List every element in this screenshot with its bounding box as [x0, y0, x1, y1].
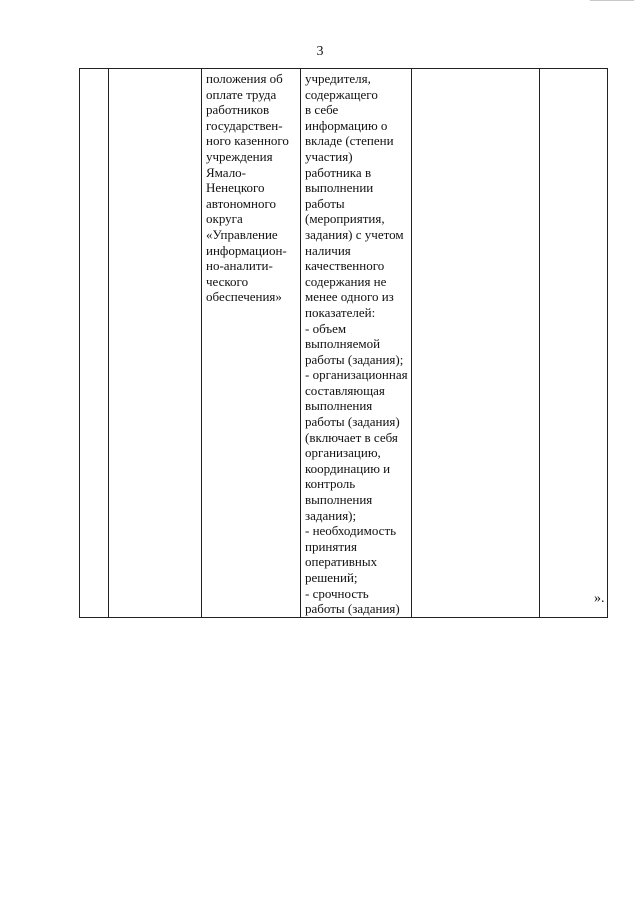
cell-text-line: оперативных — [305, 554, 378, 570]
cell-text-line: участия) — [305, 148, 353, 164]
cell-text-line: организацию, — [305, 445, 381, 461]
cell-text-line: (включает в себя — [305, 429, 398, 445]
cell-text-line: содержащего — [305, 86, 378, 102]
cell-text-line: принятия — [305, 538, 357, 554]
scan-edge-mark — [590, 0, 634, 1]
table-cell-col6 — [540, 69, 608, 618]
cell-col4-text — [301, 69, 411, 617]
cell-text-line: - необходимость — [305, 523, 397, 539]
table-cell-col3 — [202, 69, 301, 618]
cell-text-line: менее одного из — [305, 289, 394, 305]
closing-quote-mark: ». — [594, 591, 605, 606]
cell-text-line: работы — [305, 195, 345, 211]
table-cell-col4 — [301, 69, 412, 618]
cell-text-line: задания); — [305, 507, 357, 523]
cell-text-line: (мероприятия, — [305, 211, 385, 227]
cell-text-line: вкладе (степени — [305, 133, 394, 149]
cell-text-line: но-аналити- — [206, 258, 273, 274]
cell-text-line: выполнении — [305, 180, 374, 196]
cell-text-line: решений; — [305, 570, 358, 585]
cell-text-line: работы (задания) — [305, 414, 400, 430]
document-table — [79, 68, 608, 618]
cell-text-line: содержания не — [305, 273, 387, 289]
cell-text-line: государствен- — [206, 117, 283, 133]
cell-text-line: автономного — [206, 195, 276, 211]
table-cell-col5 — [412, 69, 540, 618]
cell-text-line: наличия — [305, 242, 351, 258]
cell-text-line: работы (задания); — [305, 351, 404, 367]
cell-text-line: выполнения — [305, 398, 373, 414]
cell-text-line: ческого — [206, 273, 249, 289]
cell-text-line: в себе — [305, 102, 339, 118]
cell-col3-text — [202, 69, 300, 305]
cell-text-line: Ненецкого — [206, 180, 265, 196]
cell-text-line: информацион- — [206, 242, 287, 258]
table-cell-col1 — [80, 69, 109, 618]
cell-text-line: - организационная — [305, 367, 408, 383]
cell-text-line: контроль — [305, 476, 356, 492]
page-number: 3 — [316, 44, 324, 59]
cell-text-line: оплате труда — [206, 86, 277, 102]
cell-text-line: координацию и — [305, 460, 391, 476]
table-row — [80, 69, 608, 618]
cell-text-line: работника в — [305, 164, 372, 180]
cell-text-line: работы (задания) — [305, 601, 400, 617]
cell-text-line: выполнения — [305, 492, 373, 508]
cell-text-line: округа — [206, 211, 243, 227]
cell-text-line: показателей: — [305, 304, 376, 320]
cell-text-line: выполняемой — [305, 336, 381, 352]
cell-text-line: информацию о — [305, 117, 388, 133]
cell-text-line: «Управление — [206, 226, 278, 242]
table-cell-col2 — [109, 69, 202, 618]
cell-text-line: учреждения — [206, 148, 273, 164]
cell-text-line: задания) с учетом — [305, 226, 404, 242]
cell-text-line: - объем — [305, 320, 347, 336]
cell-text-line: работников — [206, 102, 270, 118]
cell-text-line: Ямало- — [206, 164, 247, 180]
cell-text-line: ного казенного — [206, 133, 289, 149]
cell-text-line: учредителя, — [305, 71, 371, 86]
cell-text-line: - срочность — [305, 585, 369, 601]
cell-text-line: обеспечения» — [206, 289, 282, 305]
cell-text-line: составляющая — [305, 382, 385, 398]
cell-text-line: качественного — [305, 258, 385, 274]
cell-text-line: положения об — [206, 71, 283, 86]
